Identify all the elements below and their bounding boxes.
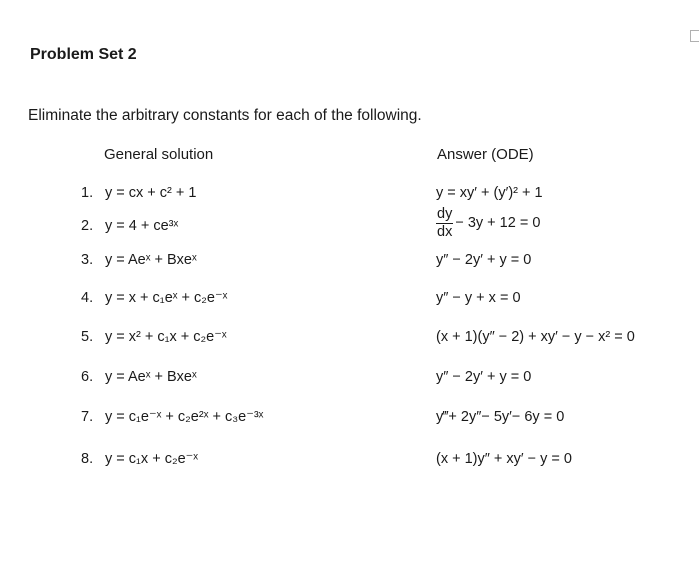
page-title: Problem Set 2: [30, 46, 137, 63]
column-header-general-solution: General solution: [104, 146, 214, 163]
ode-answer: y = xy′ + (y′)² + 1: [436, 185, 543, 201]
general-solution: y = Aeˣ + Bxeˣ: [105, 369, 197, 385]
row-number: 4.: [81, 290, 94, 306]
column-header-answer: Answer (ODE): [437, 146, 534, 163]
general-solution: y = c₁x + c₂e⁻ˣ: [105, 451, 199, 467]
ode-answer: (x + 1)(y″ − 2) + xy′ − y − x² = 0: [436, 329, 635, 345]
row-number: 5.: [81, 329, 94, 345]
fraction-denominator: dx: [437, 223, 453, 240]
general-solution: y = Aeˣ + Bxeˣ: [105, 252, 197, 268]
derivative-fraction: [436, 207, 453, 239]
ode-answer: (x + 1)y″ + xy′ − y = 0: [436, 451, 572, 467]
general-solution: y = cx + c² + 1: [105, 185, 197, 201]
row-number: 1.: [81, 185, 94, 201]
row-number: 2.: [81, 218, 94, 234]
ode-answer: y″ − y + x = 0: [436, 290, 521, 306]
general-solution: y = x² + c₁x + c₂e⁻ˣ: [105, 329, 227, 345]
ode-answer: y″ − 2y′ + y = 0: [436, 369, 532, 385]
instruction-text: Eliminate the arbitrary constants for each of the following.: [28, 107, 422, 124]
general-solution: y = 4 + ce³ˣ: [105, 218, 179, 234]
ode-answer-rest: − 3y + 12 = 0: [455, 214, 541, 231]
fraction-numerator: dy: [437, 206, 453, 222]
bracket-mark-icon: [690, 30, 699, 42]
row-number: 6.: [81, 369, 94, 385]
general-solution: y = c₁e⁻ˣ + c₂e²ˣ + c₃e⁻³ˣ: [105, 409, 264, 425]
row-number: 3.: [81, 252, 94, 268]
row-number: 7.: [81, 409, 94, 425]
general-solution: y = x + c₁eˣ + c₂e⁻ˣ: [105, 290, 228, 306]
row-number: 8.: [81, 451, 94, 467]
ode-answer: y″ − 2y′ + y = 0: [436, 252, 532, 268]
ode-answer: y‴+ 2y″− 5y′− 6y = 0: [436, 409, 565, 425]
ode-answer: [436, 207, 540, 239]
